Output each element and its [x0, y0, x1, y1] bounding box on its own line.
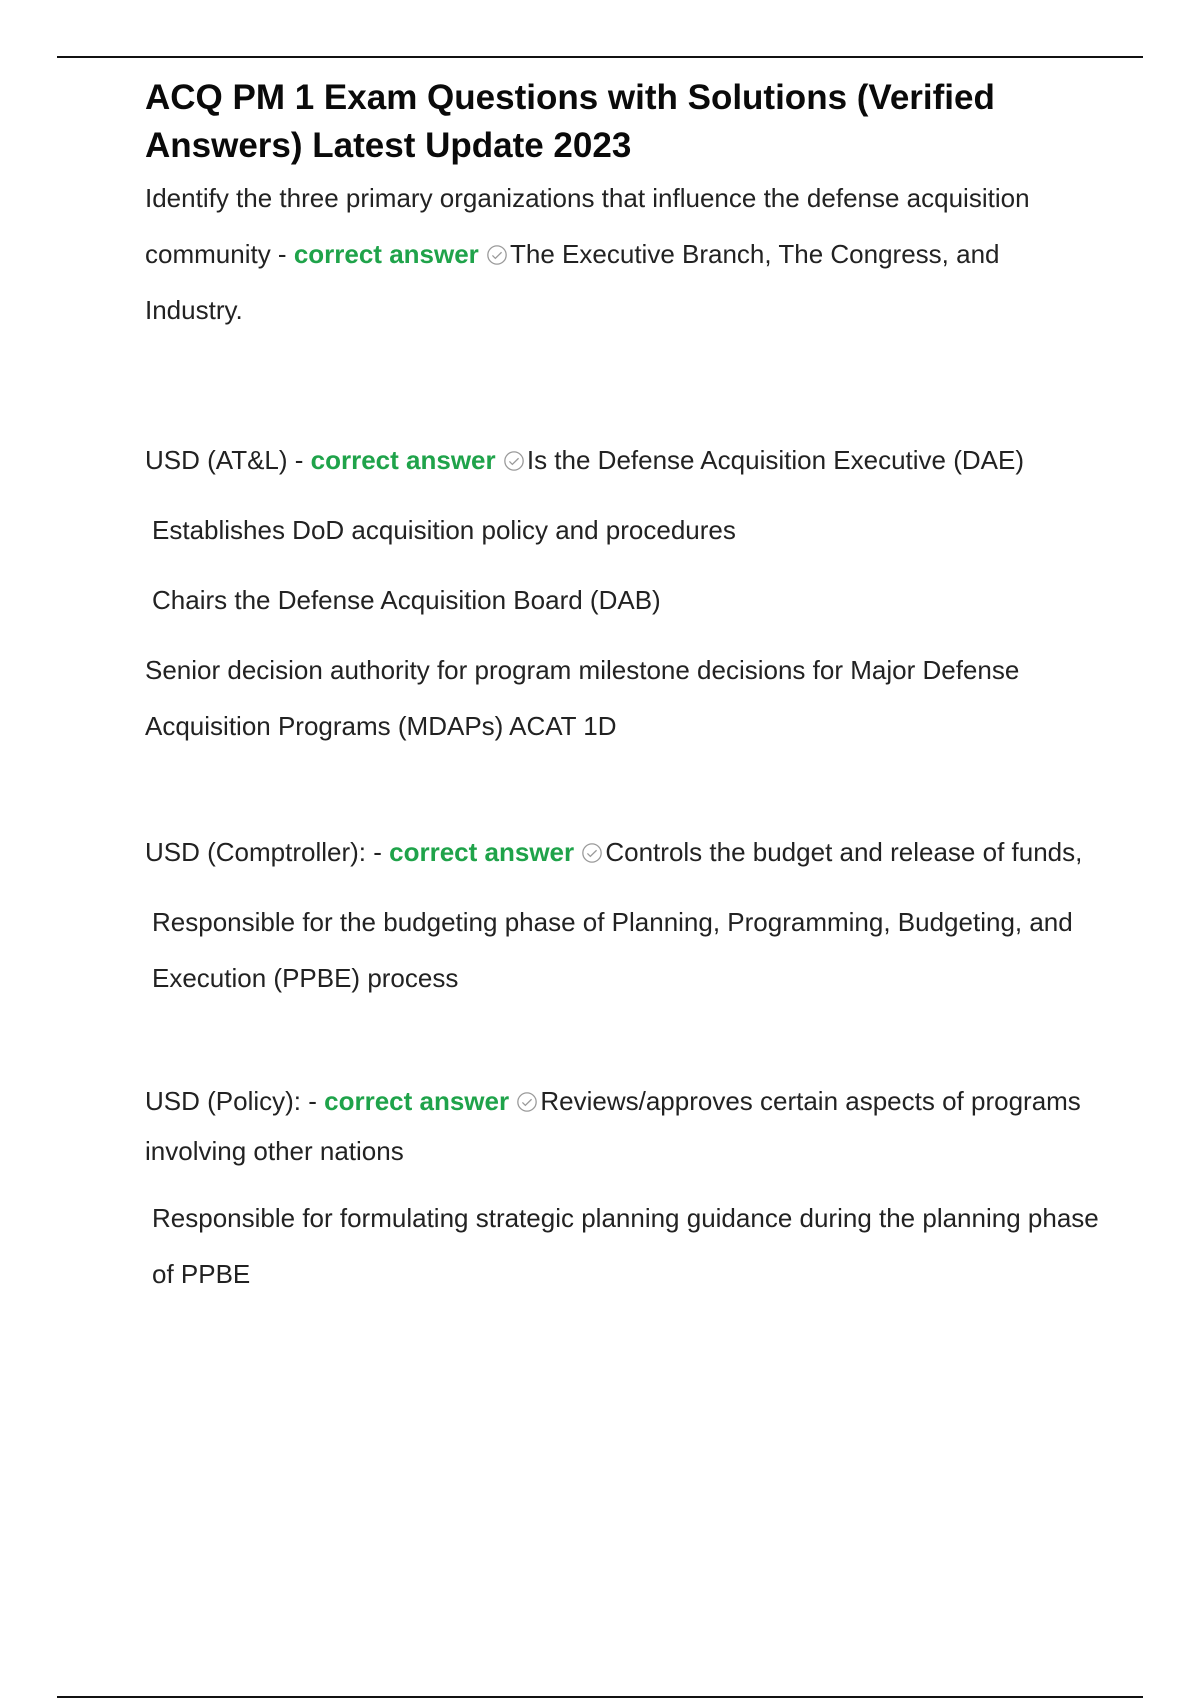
- correct-answer-label: correct answer: [324, 1086, 510, 1116]
- question-text: USD (AT&L): [145, 445, 288, 475]
- qa-item: [145, 432, 1100, 754]
- question-text: USD (Policy):: [145, 1086, 302, 1116]
- spacer: [145, 768, 1100, 824]
- qa-paragraph: [145, 1076, 1100, 1176]
- spacer: [145, 1020, 1100, 1076]
- qa-item: [145, 1076, 1100, 1302]
- qa-paragraph: [145, 170, 1100, 338]
- check-circle-icon: [503, 450, 525, 472]
- detail-paragraph: Responsible for the budgeting phase of Planning, Programming, Budgeting, and Execution (PPBE) process: [152, 907, 1073, 993]
- check-circle-icon: [486, 244, 508, 266]
- document-body: [145, 74, 1100, 1316]
- question-text: USD (Comptroller):: [145, 837, 367, 867]
- detail-paragraph: Chairs the Defense Acquisition Board (DAB): [152, 585, 661, 615]
- check-circle-icon: [516, 1091, 538, 1113]
- correct-answer-label: correct answer: [293, 239, 479, 269]
- separator: -: [366, 837, 390, 867]
- spacer: [145, 352, 1100, 432]
- qa-paragraph: [145, 432, 1100, 488]
- answer-text: The Executive Branch, The Congress, and Industry.: [145, 239, 1000, 325]
- answer-text: Reviews/approves certain aspects of programs involving other nations: [145, 1086, 1081, 1166]
- correct-answer-label: correct answer: [310, 445, 496, 475]
- answer-text: Is the Defense Acquisition Executive (DAE): [526, 445, 1024, 475]
- qa-paragraph: [145, 824, 1100, 880]
- question-text: Identify the three primary organizations that influence the defense acquisition community: [145, 183, 1030, 269]
- qa-item: [145, 170, 1100, 338]
- separator: -: [287, 445, 311, 475]
- correct-answer-label: correct answer: [389, 837, 575, 867]
- separator: -: [270, 239, 294, 269]
- bottom-rule: [57, 1696, 1143, 1698]
- detail-paragraph: Senior decision authority for program milestone decisions for Major Defense Acquisition Programs (MDAPs) ACAT 1D: [145, 655, 1020, 741]
- check-circle-icon: [581, 842, 603, 864]
- qa-item: [145, 824, 1100, 1006]
- separator: -: [301, 1086, 325, 1116]
- document-title: ACQ PM 1 Exam Questions with Solutions (Verified Answers) Latest Update 2023: [145, 78, 995, 165]
- top-rule: [57, 56, 1143, 58]
- answer-text: Controls the budget and release of funds,: [605, 837, 1083, 867]
- detail-paragraph: Responsible for formulating strategic planning guidance during the planning phase of PPBE: [152, 1203, 1099, 1289]
- detail-paragraph: Establishes DoD acquisition policy and procedures: [152, 515, 736, 545]
